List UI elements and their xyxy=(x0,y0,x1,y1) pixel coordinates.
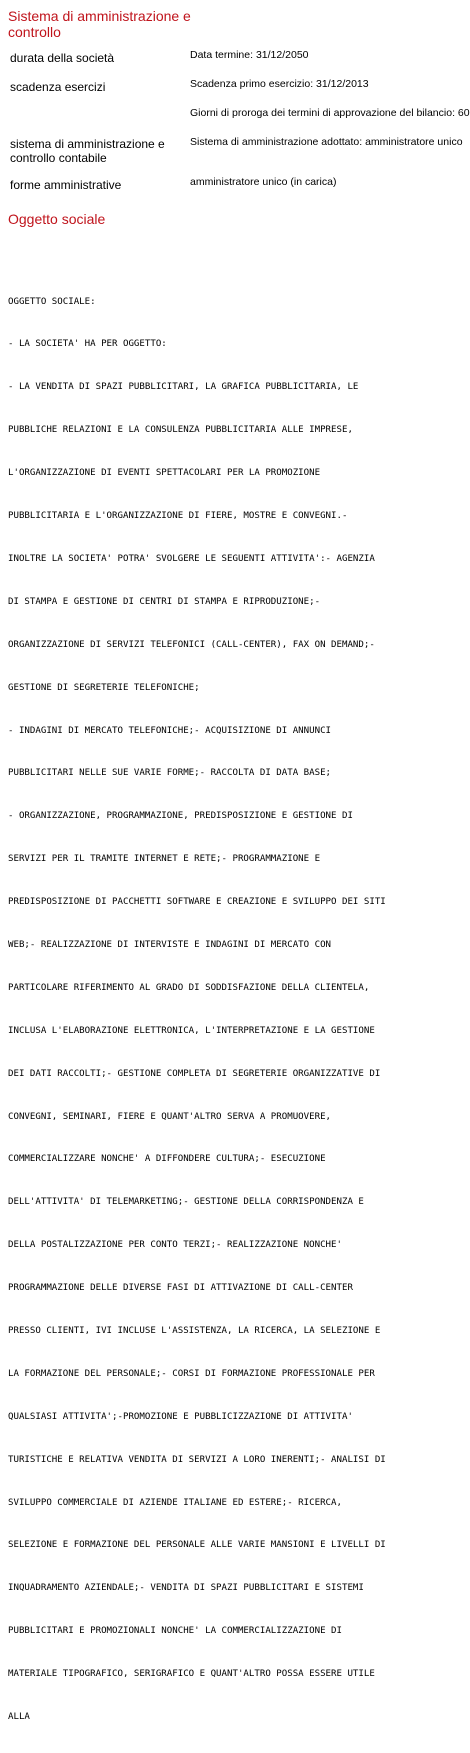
field-value-proroga: Giorni di proroga dei termini di approvazione del bilancio: 60 xyxy=(190,107,470,119)
oggetto-line: INCLUSA L'ELABORAZIONE ELETTRONICA, L'INTERPRETAZIONE E LA GESTIONE xyxy=(8,1025,375,1036)
field-value-forme xyxy=(190,176,466,189)
field-value-durata: Data termine: 31/12/2050 xyxy=(190,49,309,61)
oggetto-line: DEI DATI RACCOLTI;- GESTIONE COMPLETA DI SEGRETERIE ORGANIZZATIVE DI xyxy=(8,1068,381,1079)
oggetto-line: WEB;- REALIZZAZIONE DI INTERVISTE E INDAGINI DI MERCATO CON xyxy=(8,939,332,950)
oggetto-line: CONVEGNI, SEMINARI, FIERE E QUANT'ALTRO SERVA A PROMUOVERE, xyxy=(8,1111,332,1122)
oggetto-line: GESTIONE DI SEGRETERIE TELEFONICHE; xyxy=(8,682,200,693)
oggetto-line: SERVIZI PER IL TRAMITE INTERNET E RETE;- PROGRAMMAZIONE E xyxy=(8,854,321,865)
oggetto-line: ORGANIZZAZIONE DI SERVIZI TELEFONICI (CALL-CENTER), FAX ON DEMAND;- xyxy=(8,639,375,650)
field-label-sistema: sistema di amministrazione e controllo contabile xyxy=(10,137,165,165)
oggetto-line: PUBBLICITARI E PROMOZIONALI NONCHE' LA COMMERCIALIZZAZIONE DI xyxy=(8,1626,342,1637)
oggetto-line: DELL'ATTIVITA' DI TELEMARKETING;- GESTIONE DELLA CORRISPONDENZA E xyxy=(8,1197,364,1208)
field-label-forme: forme amministrative xyxy=(10,178,122,192)
oggetto-line: TURISTICHE E RELATIVA VENDITA DI SERVIZI A LORO INERENTI;- ANALISI DI xyxy=(8,1454,386,1465)
field-label-scadenza: scadenza esercizi xyxy=(10,80,106,94)
oggetto-line: SVILUPPO COMMERCIALE DI AZIENDE ITALIANE ED ESTERE;- RICERCA, xyxy=(8,1497,342,1508)
field-label-durata: durata della società xyxy=(10,51,115,65)
field-value-scadenza: Scadenza primo esercizio: 31/12/2013 xyxy=(190,78,369,90)
forme-value-status: (in carica) xyxy=(287,176,337,188)
oggetto-line: - INDAGINI DI MERCATO TELEFONICHE;- ACQUISIZIONE DI ANNUNCI xyxy=(8,725,332,736)
oggetto-line: PARTICOLARE RIFERIMENTO AL GRADO DI SODDISFAZIONE DELLA CLIENTELA, xyxy=(8,982,370,993)
oggetto-line: PUBBLICITARIA E L'ORGANIZZAZIONE DI FIERE, MOSTRE E CONVEGNI.- xyxy=(8,511,348,522)
oggetto-line: - LA VENDITA DI SPAZI PUBBLICITARI, LA GRAFICA PUBBLICITARIA, LE xyxy=(8,382,359,393)
oggetto-line: QUALSIASI ATTIVITA';-PROMOZIONE E PUBBLICIZZAZIONE DI ATTIVITA' xyxy=(8,1411,353,1422)
oggetto-line: LA FORMAZIONE DEL PERSONALE;- CORSI DI FORMAZIONE PROFESSIONALE PER xyxy=(8,1368,375,1379)
oggetto-line: PROGRAMMAZIONE DELLE DIVERSE FASI DI ATTIVAZIONE DI CALL-CENTER xyxy=(8,1283,353,1294)
oggetto-text-block xyxy=(8,266,466,1753)
oggetto-line: INOLTRE LA SOCIETA' POTRA' SVOLGERE LE SEGUENTI ATTIVITA':- AGENZIA xyxy=(8,553,375,564)
oggetto-line: SELEZIONE E FORMAZIONE DEL PERSONALE ALLE VARIE MANSIONI E LIVELLI DI xyxy=(8,1540,386,1551)
oggetto-line: PUBBLICHE RELAZIONI E LA CONSULENZA PUBBLICITARIA ALLE IMPRESE, xyxy=(8,425,353,436)
oggetto-line: MATERIALE TIPOGRAFICO, SERIGRAFICO E QUANT'ALTRO POSSA ESSERE UTILE xyxy=(8,1669,375,1680)
oggetto-line: COMMERCIALIZZARE NONCHE' A DIFFONDERE CULTURA;- ESECUZIONE xyxy=(8,1154,326,1165)
oggetto-line: - ORGANIZZAZIONE, PROGRAMMAZIONE, PREDISPOSIZIONE E GESTIONE DI xyxy=(8,811,353,822)
oggetto-line: INQUADRAMENTO AZIENDALE;- VENDITA DI SPAZI PUBBLICITARI E SISTEMI xyxy=(8,1583,364,1594)
oggetto-line: DELLA POSTALIZZAZIONE PER CONTO TERZI;- REALIZZAZIONE NONCHE' xyxy=(8,1240,342,1251)
oggetto-line: - LA SOCIETA' HA PER OGGETTO: xyxy=(8,339,167,350)
forme-value-main: amministratore unico xyxy=(190,176,288,188)
oggetto-line: DI STAMPA E GESTIONE DI CENTRI DI STAMPA E RIPRODUZIONE;- xyxy=(8,596,321,607)
oggetto-line: PRESSO CLIENTI, IVI INCLUSE L'ASSISTENZA, LA RICERCA, LA SELEZIONE E xyxy=(8,1325,381,1336)
section-title-admin: Sistema di amministrazione e controllo xyxy=(8,8,191,40)
field-value-sistema: Sistema di amministrazione adottato: amministratore unico xyxy=(190,136,463,148)
oggetto-line: PUBBLICITARI NELLE SUE VARIE FORME;- RACCOLTA DI DATA BASE; xyxy=(8,768,332,779)
oggetto-line: L'ORGANIZZAZIONE DI EVENTI SPETTACOLARI PER LA PROMOZIONE xyxy=(8,468,321,479)
section-title-oggetto: Oggetto sociale xyxy=(8,211,106,227)
oggetto-line: ALLA xyxy=(8,1711,30,1722)
oggetto-line: PREDISPOSIZIONE DI PACCHETTI SOFTWARE E CREAZIONE E SVILUPPO DEI SITI xyxy=(8,897,386,908)
oggetto-line: OGGETTO SOCIALE: xyxy=(8,296,96,307)
